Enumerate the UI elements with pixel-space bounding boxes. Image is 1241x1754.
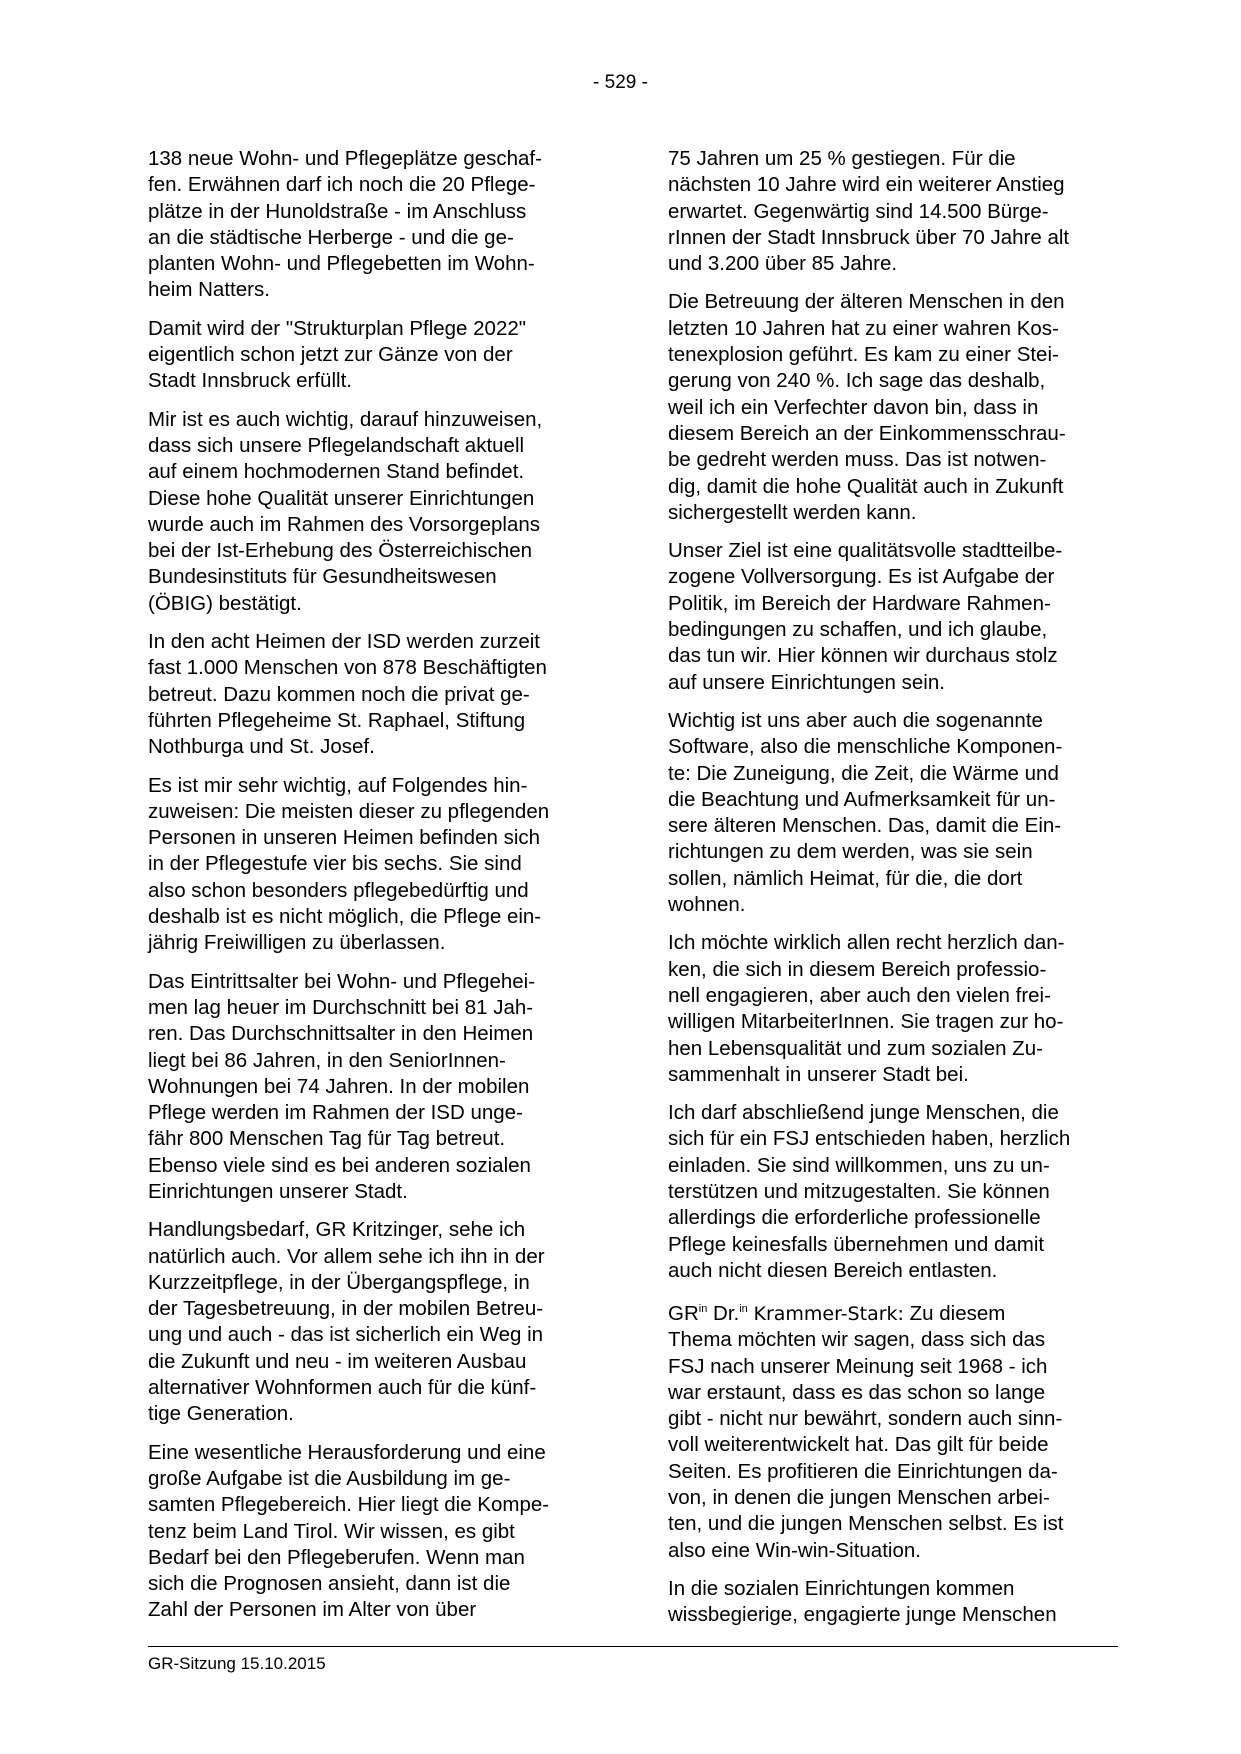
paragraph: 75 Jahren um 25 % gestiegen. Für die nächsten 10 Jahre wird ein weiterer Anstieg erwartet. Gegenwärtig sind 14.500 Bürge- rInnen der Stadt Innsbruck über 70 Jahre alt und 3.200 über 85 Jahre. bbox=[668, 147, 1070, 276]
page-number: - 529 - bbox=[593, 72, 648, 93]
paragraph: Handlungsbedarf, GR Kritzinger, sehe ich natürlich auch. Vor allem sehe ich ihn in der Kurzzeitpflege, in der Übergangspflege, in der Tagesbetreuung, in der mobilen Betreu- ung und auch - das ist sicherlich ein Weg in die Zukunft und neu - im weiteren Ausbau alternativer Wohnformen auch für die künf- tige Generation. bbox=[148, 1218, 545, 1426]
paragraph: Ich möchte wirklich allen recht herzlich dan- ken, die sich in diesem Bereich professio- nell engagieren, aber auch den vielen frei- willigen MitarbeiterInnen. Sie tragen zur ho- hen Lebensqualität und zum sozialen Zu- sammenhalt in unserer Stadt bei. bbox=[668, 931, 1065, 1086]
paragraph: 138 neue Wohn- und Pflegeplätze geschaf- fen. Erwähnen darf ich noch die 20 Pflege- plätze in der Hunoldstraße - im Anschluss an die städtische Herberge - und die ge- planten Wohn- und Pflegebetten im Wohn- heim Natters. bbox=[148, 147, 542, 302]
paragraph: Unser Ziel ist eine qualitätsvolle stadtteilbe- zogene Vollversorgung. Es ist Aufgabe der Politik, im Bereich der Hardware Rahmen- bedingungen zu schaffen, und ich glaube, das tun wir. Hier können wir durchaus stolz auf unsere Einrichtungen sein. bbox=[668, 539, 1063, 694]
speaker-paragraph: $GR^{in}$ Dr.$^{in}$ Krammer-Stark: Zu diesem Thema möchten wir sagen, dass sich das FSJ nach unserer Meinung seit 1968 - ich war erstaunt, dass es das schon so lange gibt - nicht nur bewährt, sondern auch sinn- voll weiterentwickelt hat. Das gilt für beide Seiten. Es profitieren die Einrichtungen da- von, in denen die jungen Menschen arbei- ten, und die jungen Menschen selbst. Es ist also eine Win-win-Situation. bbox=[668, 1302, 1064, 1562]
paragraph: Das Eintrittsalter bei Wohn- und Pflegehei- men lag heuer im Durchschnitt bei 81 Jah- ren. Das Durchschnittsalter in den Heimen liegt bei 86 Jahren, in den SeniorInnen- Wohnungen bei 74 Jahren. In der mobilen Pflege werden im Rahmen der ISD unge- fähr 800 Menschen Tag für Tag betreut. Ebenso viele sind es bei anderen sozialen Einrichtungen unserer Stadt. bbox=[148, 969, 536, 1203]
paragraph: Eine wesentliche Herausforderung und eine große Aufgabe ist die Ausbildung im ge- samten Pflegebereich. Hier liegt die Kompe- tenz beim Land Tirol. Wir wissen, es gibt Bedarf bei den Pflegeberufen. Wenn man sich die Prognosen ansieht, dann ist die Zahl der Personen im Alter von über bbox=[148, 1440, 550, 1622]
speaker-title: GR bbox=[668, 1302, 699, 1325]
paragraph: Es ist mir sehr wichtig, auf Folgendes hin- zuweisen: Die meisten dieser zu pflegenden Personen in unseren Heimen befinden sich in der Pflegestufe vier bis sechs. Sie sind also schon besonders pflegebedürftig und deshalb ist es nicht möglich, die Pflege ein- jährig Freiwilligen zu überlassen. bbox=[148, 773, 550, 955]
footer-divider bbox=[148, 1646, 1118, 1647]
left-column bbox=[148, 146, 593, 1636]
paragraph: In die sozialen Einrichtungen kommen wissbegierige, engagierte junge Menschen bbox=[668, 1576, 1057, 1627]
paragraph: Damit wird der "Strukturplan Pflege 2022" eigentlich schon jetzt zur Gänze von der Stadt Innsbruck erfüllt. bbox=[148, 316, 527, 393]
footer-session-date: GR-Sitzung 15.10.2015 bbox=[148, 1654, 326, 1673]
paragraph: Mir ist es auch wichtig, darauf hinzuweisen, dass sich unsere Pflegelandschaft aktuell auf einem hochmodernen Stand befindet. Diese hohe Qualität unserer Einrichtungen wurde auch im Rahmen des Vorsorgeplans bei der Ist-Erhebung des Österreichischen Bundesinstituts für Gesundheitswesen (ÖBIG) bestätigt. bbox=[148, 407, 543, 615]
paragraph: Die Betreuung der älteren Menschen in den letzten 10 Jahren hat zu einer wahren Kos- tenexplosion geführt. Es kam zu einer Stei- gerung von 240 %. Ich sage das deshalb, weil ich ein Verfechter davon bin, dass in diesem Bereich an der Einkommensschrau- be gedreht werden muss. Das ist notwen- dig, damit die hohe Qualität auch in Zukunft sichergestellt werden kann. bbox=[668, 290, 1066, 524]
paragraph: Wichtig ist uns aber auch die sogenannte Software, also die menschliche Komponen- te: Die Zuneigung, die Zeit, die Wärme und die Beachtung und Aufmerksamkeit für un- sere älteren Menschen. Das, damit die Ein- richtungen zu dem werden, was sie sein sollen, nämlich Heimat, für die, die dort wohnen. bbox=[668, 708, 1063, 917]
speaker-name: Krammer-Stark: bbox=[753, 1303, 904, 1325]
right-column bbox=[668, 146, 1113, 1641]
paragraph: In den acht Heimen der ISD werden zurzeit fast 1.000 Menschen von 878 Beschäftigten betreut. Dazu kommen noch die privat ge- führten Pflegeheime St. Raphael, Stiftung Nothburga und St. Josef. bbox=[148, 630, 547, 759]
paragraph: Ich darf abschließend junge Menschen, die sich für ein FSJ entschieden haben, herzlich einladen. Sie sind willkommen, uns zu un- terstützen und mitzugestalten. Sie können allerdings die erforderliche professionelle Pflege keinesfalls übernehmen und damit auch nicht diesen Bereich entlasten. bbox=[668, 1101, 1071, 1282]
